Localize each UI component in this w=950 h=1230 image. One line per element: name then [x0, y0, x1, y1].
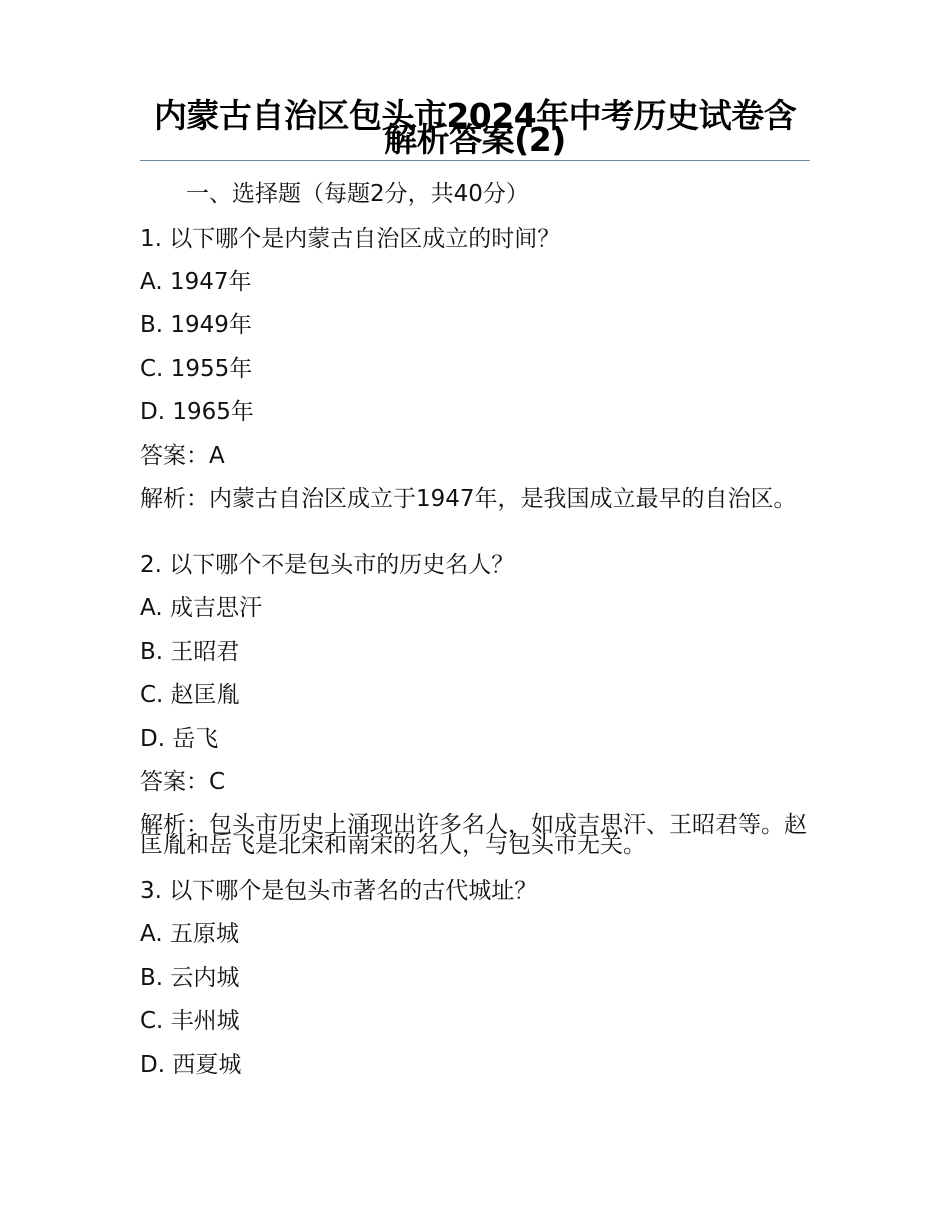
question-1-option-d: D. 1965年 — [140, 399, 254, 425]
question-1-option-a: A. 1947年 — [140, 269, 252, 295]
question-2-text: 2. 以下哪个不是包头市的历史名人？ — [140, 552, 515, 578]
question-1-option-b: B. 1949年 — [140, 312, 252, 338]
question-3-option-d: D. 西夏城 — [140, 1052, 242, 1078]
question-2-option-b: B. 王昭君 — [140, 639, 240, 665]
question-1-explanation: 解析：内蒙古自治区成立于1947年，是我国成立最早的自治区。 — [140, 486, 797, 512]
question-1-option-c: C. 1955年 — [140, 356, 253, 382]
question-2-option-a: A. 成吉思汗 — [140, 595, 262, 621]
question-2-answer: 答案：C — [140, 769, 226, 795]
question-1-text: 1. 以下哪个是内蒙古自治区成立的时间？ — [140, 226, 561, 252]
document-title: 内蒙古自治区包头市2024年中考历史试卷含解析答案(2) — [153, 96, 797, 159]
question-2-option-d: D. 岳飞 — [140, 726, 219, 752]
question-2-option-c: C. 赵匡胤 — [140, 682, 240, 708]
question-3-option-b: B. 云内城 — [140, 965, 240, 991]
question-3-option-a: A. 五原城 — [140, 921, 239, 947]
question-1-answer: 答案：A — [140, 443, 225, 469]
question-2-explanation: 解析：包头市历史上涌现出许多名人，如成吉思汗、王昭君等。赵匡胤和岳飞是北宋和南宋的名人，与包头市无关。 — [140, 812, 807, 858]
title-divider — [140, 160, 810, 161]
question-3-option-c: C. 丰州城 — [140, 1008, 240, 1034]
section-heading: 一、选择题（每题2分，共40分） — [186, 181, 529, 207]
question-3-text: 3. 以下哪个是包头市著名的古代城址？ — [140, 878, 538, 904]
